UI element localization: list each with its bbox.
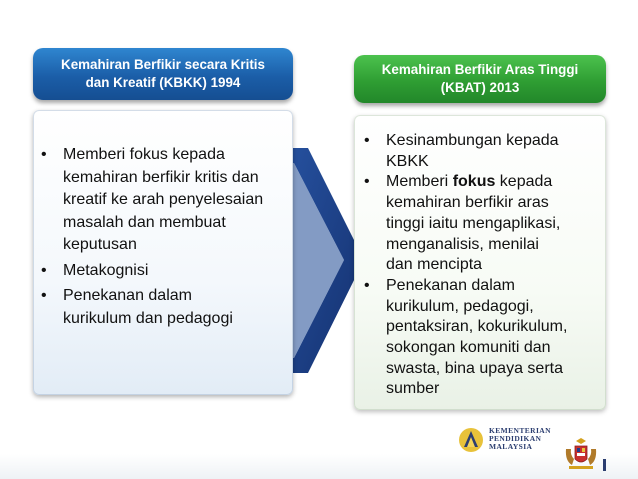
bullet-text-line: keputusan [63,236,137,253]
bullet-text-line: dan mencipta [386,256,483,274]
ministry-name-line: PENDIDIKAN [489,434,542,444]
kbkk-panel [33,48,293,395]
bullet-text-line: sokongan komuniti dan [386,339,551,357]
bullet-text-line: kurikulum dan pedagogi [63,309,233,327]
bullet-text-line: kemahiran berfikir aras [386,194,549,212]
bullet-icon: • [41,261,47,279]
bullet-text-line [386,172,604,193]
kbat-bullet-item [364,172,604,276]
kbkk-bullet-item [41,285,293,330]
page-marker [603,459,606,471]
ministry-name [489,427,551,452]
bullet-bold-word: fokus [452,173,496,191]
kbkk-bullet-item [41,260,293,283]
bullet-text-line: Memberi fokus kepada [63,146,225,163]
bullet-text-line: swasta, bina upaya serta [386,359,563,377]
kbat-panel [354,55,606,410]
bullet-text-line: Kesinambungan kepada [386,132,559,149]
ministry-logo-icon [456,425,486,455]
bullet-text-line: Penekanan dalam [386,276,515,294]
kbkk-bullet-item [41,144,293,257]
kbkk-panel-title [33,48,293,100]
ministry-name-line: KEMENTERIAN [489,426,551,435]
bullet-icon: • [41,287,47,304]
bullet-icon: • [364,173,370,191]
kbkk-title-line-2: dan Kreatif (KBKK) 1994 [85,75,241,90]
bullet-text-line: pentaksiran, kokurikulum, [386,318,568,336]
bullet-text-line: masalah dan membuat [63,213,226,231]
kbkk-bullet-list [41,144,293,330]
kbat-bullet-item [364,131,604,172]
bullet-text-line: Metakognisi [63,261,149,279]
bullet-text-line: kurikulum, pedagogi, [386,297,534,315]
bullet-text-line: menganalisis, menilai [386,235,539,253]
kbkk-title-line-1: Kemahiran Berfikir secara Kritis [61,57,265,72]
bullet-icon: • [41,146,47,163]
bullet-text-line: kreatif ke arah penyelesaian [63,191,264,208]
bullet-text-line: tinggi iaitu mengaplikasi, [386,214,561,232]
bullet-icon: • [364,132,370,149]
coat-of-arms-icon [563,437,599,471]
bullet-text-line: Penekanan dalam [63,287,192,304]
kbat-panel-title [354,55,606,103]
bullet-text-line: kemahiran berfikir kritis dan [63,168,259,186]
bullet-text-part: kepada [495,173,553,191]
bullet-text-line: KBKK [386,152,429,170]
footer-strip [0,454,638,479]
bullet-text-part: Memberi [386,173,453,191]
kbat-title-line-2: (KBAT) 2013 [440,80,520,95]
kbat-title-line-1: Kemahiran Berfikir Aras Tinggi [381,62,579,77]
bullet-icon: • [364,276,370,294]
bullet-text-line: sumber [386,380,440,398]
kbat-bullet-item [364,276,604,400]
ministry-name-line: MALAYSIA [489,442,533,452]
kbat-bullet-list [364,131,604,400]
